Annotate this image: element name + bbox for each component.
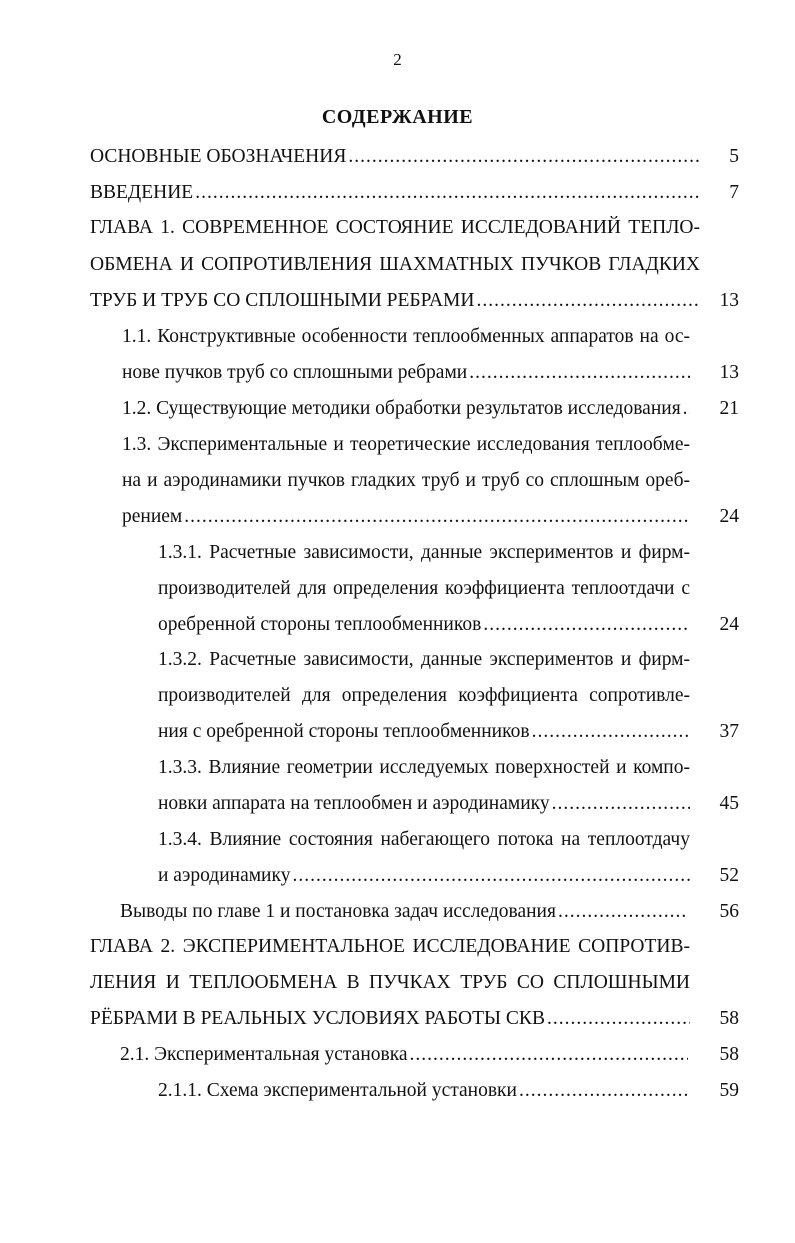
toc-entry-text: 1.3.2. Расчетные зависимости, данные экспериментов и фирм- [158, 649, 690, 670]
toc-entry-text: Выводы по главе 1 и постановка задач исследования [120, 901, 556, 922]
toc-entry-text: 2.1.1. Схема экспериментальной установки [158, 1080, 517, 1101]
toc-page-number: 59 [719, 1080, 739, 1101]
dot-leader [558, 894, 688, 930]
toc-entry-title-line [90, 175, 700, 211]
toc-entry-title-line [90, 139, 700, 175]
dot-leader [552, 786, 690, 822]
toc-page-number: 24 [719, 614, 739, 635]
toc-entry-title-line [120, 894, 688, 930]
toc-entry-text: ОСНОВНЫЕ ОБОЗНАЧЕНИЯ [90, 146, 347, 167]
toc-page-number: 13 [719, 362, 739, 383]
dot-leader [184, 499, 690, 535]
toc-entry-text: на и аэродинамики пучков гладких труб и труб со сплошным ореб- [122, 470, 690, 491]
toc-page-number: 24 [719, 506, 739, 527]
dot-leader [195, 175, 700, 211]
toc-page-number: 56 [719, 901, 739, 922]
dot-leader [532, 714, 690, 750]
toc-entry-text: 1.3. Экспериментальные и теоретические исследования теплообме- [122, 434, 690, 455]
toc-entry-text: производителей для определения коэффициента теплоотдачи с [158, 578, 690, 599]
toc-entry-title-line [90, 1001, 690, 1037]
dot-leader [410, 1037, 688, 1073]
toc-entry-title-line [122, 355, 690, 391]
toc-entry-text: ЛЕНИЯ И ТЕПЛООБМЕНА В ПУЧКАХ ТРУБ СО СПЛОШНЫМИ [90, 972, 690, 993]
dot-leader [476, 283, 700, 319]
dot-leader [348, 139, 700, 175]
dot-leader [483, 607, 690, 643]
toc-page-number: 58 [719, 1044, 739, 1065]
toc-entry-text: и аэродинамику [158, 865, 291, 886]
dot-leader [292, 858, 690, 894]
toc-page-number: 13 [719, 290, 739, 311]
toc-entry-title-line [122, 391, 690, 427]
toc-entry-text: рением [122, 506, 183, 527]
page-number: 2 [393, 50, 402, 69]
toc-page-number: 7 [729, 182, 739, 203]
toc-page-number: 21 [719, 398, 739, 419]
toc-entry-text: 2.1. Экспериментальная установка [120, 1044, 408, 1065]
toc-entry-text: оребренной стороны теплообменников [158, 614, 482, 635]
toc-entry-text: ГЛАВА 1. СОВРЕМЕННОЕ СОСТОЯНИЕ ИССЛЕДОВАНИЙ ТЕПЛО- [90, 217, 700, 238]
toc-entry-title-line [122, 499, 690, 535]
toc-entry-title-line [158, 858, 690, 894]
toc-entry-text: ОБМЕНА И СОПРОТИВЛЕНИЯ ШАХМАТНЫХ ПУЧКОВ ГЛАДКИХ [90, 254, 700, 275]
toc-entry-text: ния с оребренной стороны теплообменников [158, 721, 530, 742]
toc-page-number: 5 [729, 146, 739, 167]
toc-page-number: 37 [719, 721, 739, 742]
toc-entry-title-line [158, 1073, 688, 1109]
toc-entry-text: ТРУБ И ТРУБ СО СПЛОШНЫМИ РЕБРАМИ [90, 290, 475, 311]
toc-entry-text: 1.3.4. Влияние состояния набегающего потока на теплоотдачу [158, 829, 690, 850]
toc-entry-title-line [120, 1037, 688, 1073]
toc-entry-title-line [158, 786, 690, 822]
toc-entry-text: ГЛАВА 2. ЭКСПЕРИМЕНТАЛЬНОЕ ИССЛЕДОВАНИЕ СОПРОТИВ- [90, 936, 690, 957]
toc-entry-title-line [90, 283, 700, 319]
toc-page-number: 45 [719, 793, 739, 814]
dot-leader [519, 1073, 688, 1109]
toc-entry-text: нове пучков труб со сплошными ребрами [122, 362, 468, 383]
toc-entry-text: 1.2. Существующие методики обработки результатов исследования [122, 398, 681, 419]
toc-entry-text: новки аппарата на теплообмен и аэродинамику [158, 793, 550, 814]
toc-page-number: 58 [719, 1008, 739, 1029]
toc-entry-text: ВВЕДЕНИЕ [90, 182, 194, 203]
toc-entry-text: производителей для определения коэффициента сопротивле- [158, 685, 690, 706]
toc-entry-title-line [158, 607, 690, 643]
toc-entry-title-line [158, 714, 690, 750]
toc-entry-text: 1.1. Конструктивные особенности теплообменных аппаратов на ос- [122, 326, 690, 347]
dot-leader [683, 391, 690, 427]
toc-entry-text: РЁБРАМИ В РЕАЛЬНЫХ УСЛОВИЯХ РАБОТЫ СКВ [90, 1008, 545, 1029]
toc-page-number: 52 [719, 865, 739, 886]
toc-entry-text: 1.3.3. Влияние геометрии исследуемых поверхностей и компо- [158, 757, 690, 778]
page-title: СОДЕРЖАНИЕ [321, 106, 474, 128]
toc-entry-text: 1.3.1. Расчетные зависимости, данные экспериментов и фирм- [158, 542, 690, 563]
dot-leader [547, 1001, 690, 1037]
dot-leader [469, 355, 690, 391]
